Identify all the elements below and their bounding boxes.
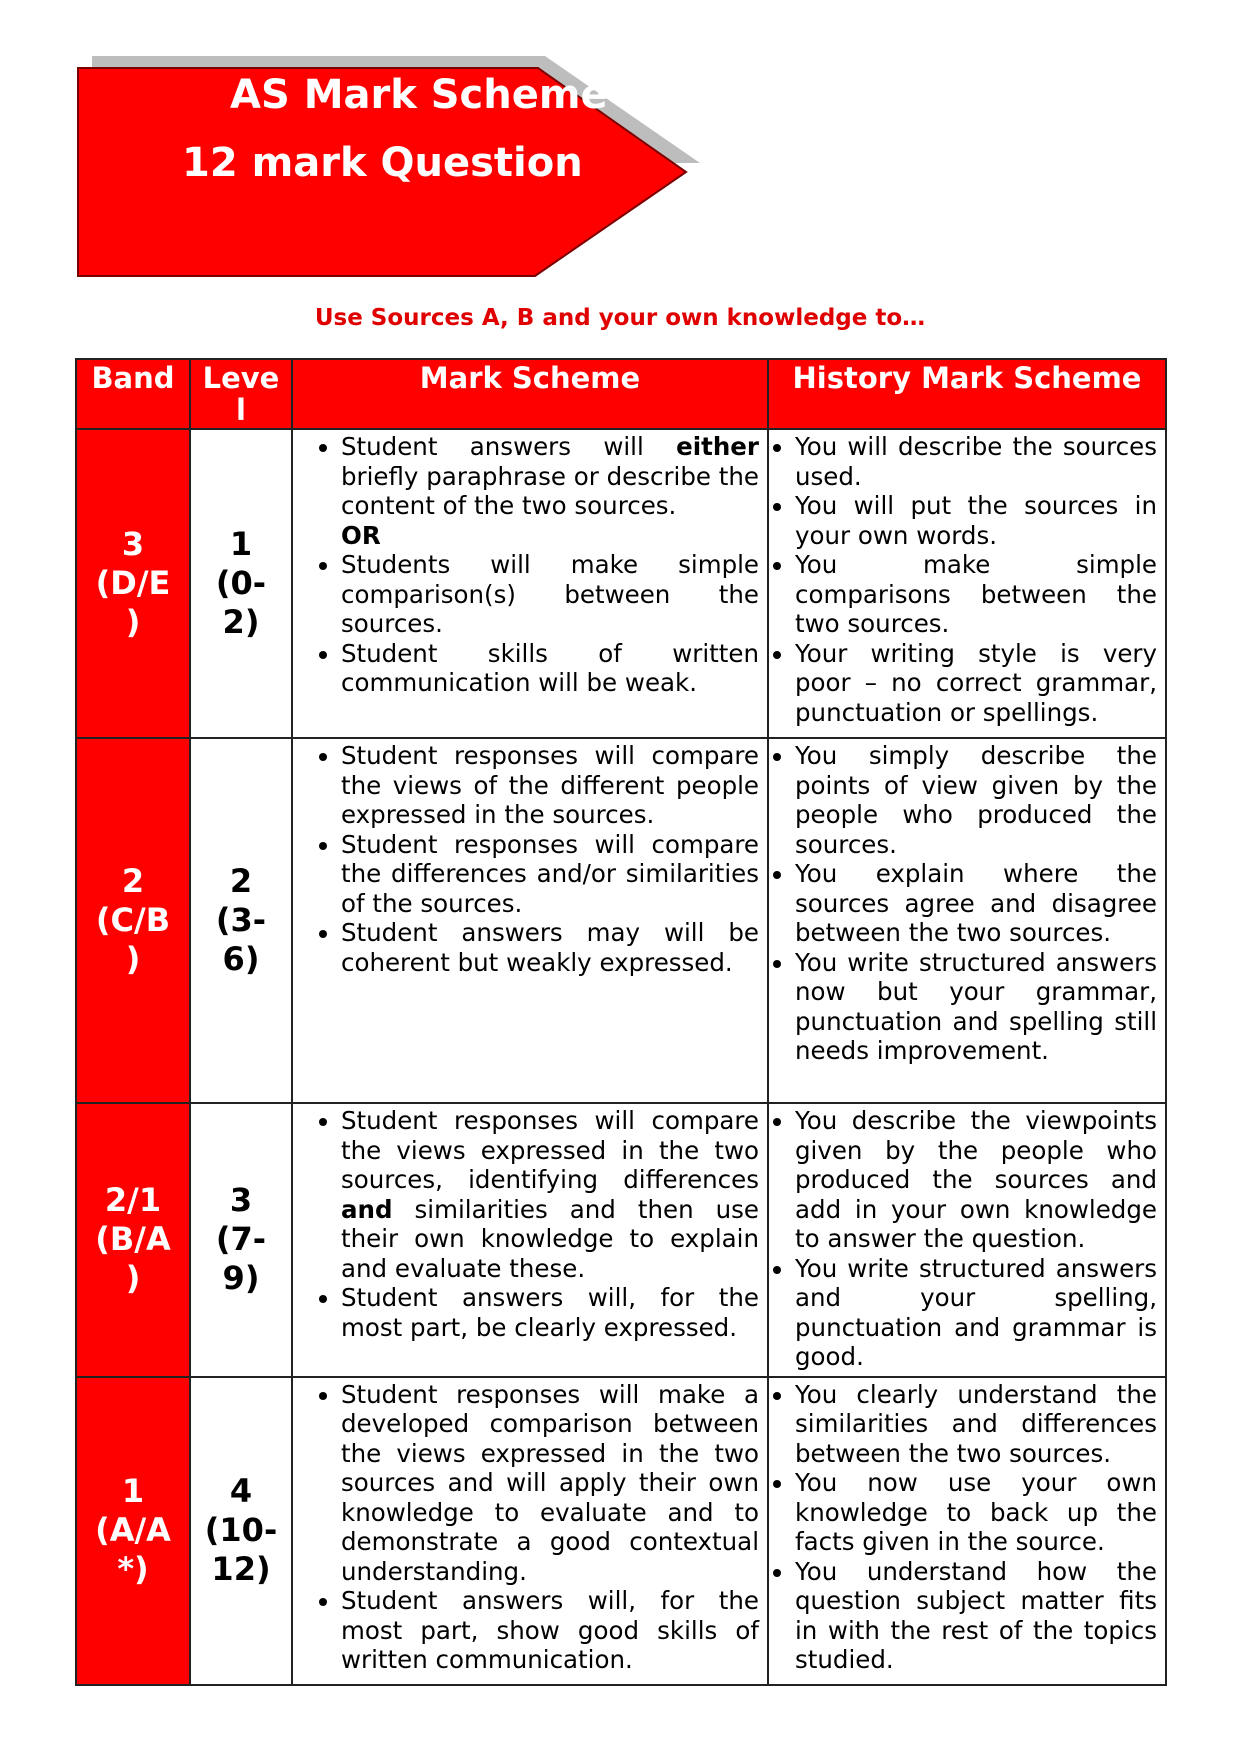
history-scheme-cell xyxy=(768,738,1166,1103)
list-item: • You write structured answers now but your grammar, punctuation and spelling still needs improvement. xyxy=(795,948,1157,1066)
history-scheme-cell xyxy=(768,1103,1166,1377)
header-mark-scheme: Mark Scheme xyxy=(292,359,768,429)
list-item: • You make simple comparisons between the two sources. xyxy=(795,550,1157,639)
list-item: • Your writing style is very poor – no correct grammar, punctuation or spellings. xyxy=(795,639,1157,728)
list-item: • Student responses will make a developed comparison between the views expressed in the two sources and will apply their own knowledge to evaluate and to demonstrate a good contextual understanding. xyxy=(341,1380,759,1587)
history-scheme-cell xyxy=(768,1377,1166,1685)
list-item: • You describe the viewpoints given by the people who produced the sources and add in your own knowledge to answer the question. xyxy=(795,1106,1157,1254)
mark-scheme-table xyxy=(75,358,1167,1686)
mark-scheme-cell xyxy=(292,738,768,1103)
table-row xyxy=(76,429,1166,738)
list-item: • Student skills of written communication will be weak. xyxy=(341,639,759,698)
list-item: • Students will make simple comparison(s) between the sources. xyxy=(341,550,759,639)
list-item: • Student responses will compare the differences and/or similarities of the sources. xyxy=(341,830,759,919)
history-scheme-cell xyxy=(768,429,1166,738)
level-cell: 2 (3- 6) xyxy=(190,738,292,1103)
banner-title-line2: 12 mark Question xyxy=(182,140,583,186)
table-row xyxy=(76,1377,1166,1685)
header-level: Leve l xyxy=(190,359,292,429)
list-item: • You simply describe the points of view given by the people who produced the sources. xyxy=(795,741,1157,859)
mark-scheme-cell xyxy=(292,1103,768,1377)
header-band: Band xyxy=(76,359,190,429)
level-cell: 1 (0- 2) xyxy=(190,429,292,738)
band-cell: 1 (A/A *) xyxy=(76,1377,190,1685)
list-item: • Student answers will either briefly paraphrase or describe the content of the two sources. OR xyxy=(341,432,759,550)
list-item: • Student responses will compare the views expressed in the two sources, identifying differences and similarities and then use their own knowledge to explain and evaluate these. xyxy=(341,1106,759,1283)
list-item: • You will describe the sources used. xyxy=(795,432,1157,491)
level-cell: 3 (7- 9) xyxy=(190,1103,292,1377)
band-cell: 2 (C/B ) xyxy=(76,738,190,1103)
list-item: • Student responses will compare the views of the different people expressed in the sources. xyxy=(341,741,759,830)
instruction-text: Use Sources A, B and your own knowledge to… xyxy=(314,305,926,331)
banner-title-line1: AS Mark Scheme xyxy=(230,72,608,118)
list-item: • You explain where the sources agree and disagree between the two sources. xyxy=(795,859,1157,948)
list-item: • Student answers will, for the most part, be clearly expressed. xyxy=(341,1283,759,1342)
table-row xyxy=(76,738,1166,1103)
band-cell: 3 (D/E ) xyxy=(76,429,190,738)
header-row xyxy=(76,359,1166,429)
list-item: • You now use your own knowledge to back up the facts given in the source. xyxy=(795,1468,1157,1557)
list-item: • You clearly understand the similarities and differences between the two sources. xyxy=(795,1380,1157,1469)
band-cell: 2/1 (B/A ) xyxy=(76,1103,190,1377)
table-row xyxy=(76,1103,1166,1377)
list-item: • You understand how the question subject matter fits in with the rest of the topics studied. xyxy=(795,1557,1157,1675)
title-banner xyxy=(0,0,720,300)
mark-scheme-cell xyxy=(292,429,768,738)
list-item: • You will put the sources in your own words. xyxy=(795,491,1157,550)
mark-scheme-cell xyxy=(292,1377,768,1685)
list-item: • Student answers will, for the most part, show good skills of written communication. xyxy=(341,1586,759,1675)
level-cell: 4 (10- 12) xyxy=(190,1377,292,1685)
list-item: • Student answers may will be coherent but weakly expressed. xyxy=(341,918,759,977)
header-history-mark-scheme: History Mark Scheme xyxy=(768,359,1166,429)
list-item: • You write structured answers and your spelling, punctuation and grammar is good. xyxy=(795,1254,1157,1372)
